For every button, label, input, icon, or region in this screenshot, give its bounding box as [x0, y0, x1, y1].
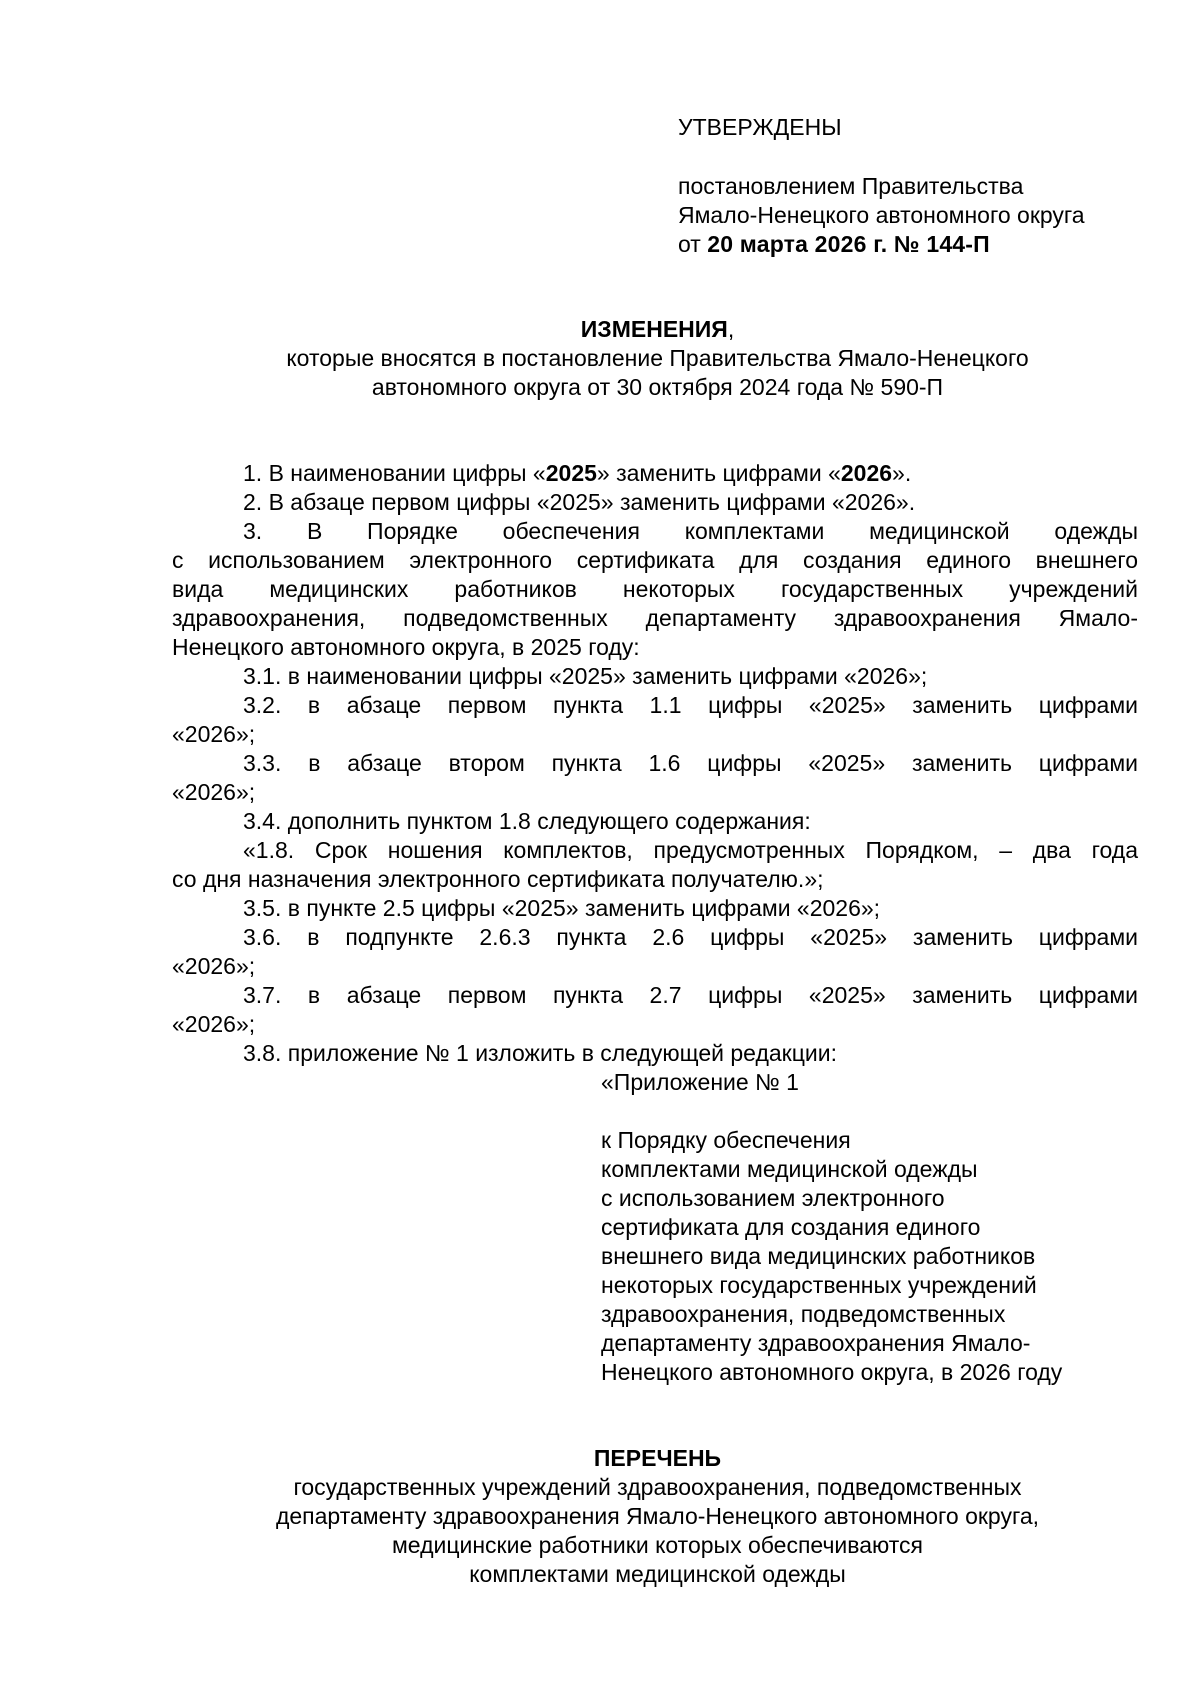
appendix-line: комплектами медицинской одежды — [601, 1156, 978, 1182]
appendix-line: внешнего вида медицинских работников — [601, 1243, 1036, 1269]
appendix-line: к Порядку обеспечения — [601, 1127, 851, 1153]
item-3-6-line-2: «2026»; — [172, 953, 256, 979]
approval-date-prefix: от — [678, 231, 701, 257]
doc-heading-title: ИЗМЕНЕНИЯ — [580, 316, 728, 342]
item-1 — [243, 460, 911, 487]
item-1-new-number: 2026 — [840, 460, 893, 486]
appendix-line: сертификата для создания единого — [601, 1214, 981, 1240]
item-1-old-number: 2025 — [545, 460, 597, 486]
doc-heading-sub-1: которые вносятся в постановление Правительства Ямало-Ненецкого — [286, 345, 1029, 371]
doc-heading — [0, 316, 1200, 343]
item-3-3-line-2: «2026»; — [172, 779, 256, 805]
list-sub-3: медицинские работники которых обеспечиваются — [391, 1532, 924, 1558]
item-3-line-2: с использованием электронного сертификата для создания единого внешнего — [172, 547, 1138, 573]
approval-title: УТВЕРЖДЕНЫ — [678, 114, 842, 140]
item-3-2-line-1: 3.2. в абзаце первом пункта 1.1 цифры «2025» заменить цифрами — [243, 692, 1138, 718]
list-sub-1: государственных учреждений здравоохранения, подведомственных — [293, 1474, 1022, 1500]
list-title-text: ПЕРЕЧЕНЬ — [593, 1445, 722, 1471]
item-1-text-a: 1. В наименовании цифры « — [243, 460, 546, 486]
item-3-line-5: Ненецкого автономного округа, в 2025 году: — [172, 634, 640, 660]
item-3-3-line-1: 3.3. в абзаце втором пункта 1.6 цифры «2025» заменить цифрами — [243, 750, 1138, 776]
appendix-title: «Приложение № 1 — [601, 1069, 799, 1095]
item-3-7-line-1: 3.7. в абзаце первом пункта 2.7 цифры «2025» заменить цифрами — [243, 982, 1138, 1008]
item-3-8: 3.8. приложение № 1 изложить в следующей редакции: — [243, 1040, 837, 1066]
list-sub-2: департаменту здравоохранения Ямало-Ненецкого автономного округа, — [275, 1503, 1040, 1529]
item-3-4-quote-line-1: «1.8. Срок ношения комплектов, предусмотренных Порядком, – два года — [243, 837, 1138, 863]
appendix-line: Ненецкого автономного округа, в 2026 году — [601, 1359, 1063, 1385]
appendix-line: департаменту здравоохранения Ямало- — [601, 1330, 1031, 1356]
appendix-line: здравоохранения, подведомственных — [601, 1301, 1006, 1327]
item-3-1: 3.1. в наименовании цифры «2025» заменить цифрами «2026»; — [243, 663, 928, 689]
approval-line-2: Ямало-Ненецкого автономного округа — [678, 202, 1085, 228]
list-title — [0, 1445, 1200, 1472]
approval-date-value: 20 марта 2026 г. № 144-П — [707, 231, 990, 257]
item-3-7-line-2: «2026»; — [172, 1011, 256, 1037]
appendix-line: с использованием электронного — [601, 1185, 945, 1211]
approval-line-1: постановлением Правительства — [678, 173, 1024, 199]
item-2: 2. В абзаце первом цифры «2025» заменить цифрами «2026». — [243, 489, 916, 515]
item-1-text-e: ». — [892, 460, 912, 486]
item-1-text-c: » заменить цифрами « — [596, 460, 841, 486]
doc-heading-sub-2: автономного округа от 30 октября 2024 года № 590-П — [371, 374, 944, 400]
item-3-line-4: здравоохранения, подведомственных департаменту здравоохранения Ямало- — [172, 605, 1138, 631]
appendix-line: некоторых государственных учреждений — [601, 1272, 1037, 1298]
item-3-line-1: 3. В Порядке обеспечения комплектами медицинской одежды — [243, 518, 1138, 544]
item-3-6-line-1: 3.6. в подпункте 2.6.3 пункта 2.6 цифры «2025» заменить цифрами — [243, 924, 1138, 950]
doc-heading-comma: , — [727, 316, 735, 342]
approval-date — [678, 231, 990, 258]
item-3-line-3: вида медицинских работников некоторых государственных учреждений — [172, 576, 1138, 602]
list-sub-4: комплектами медицинской одежды — [469, 1561, 846, 1587]
item-3-2-line-2: «2026»; — [172, 721, 256, 747]
item-3-5: 3.5. в пункте 2.5 цифры «2025» заменить цифрами «2026»; — [243, 895, 881, 921]
item-3-4: 3.4. дополнить пунктом 1.8 следующего содержания: — [243, 808, 811, 834]
item-3-4-quote-line-2: со дня назначения электронного сертификата получателю.»; — [172, 866, 824, 892]
